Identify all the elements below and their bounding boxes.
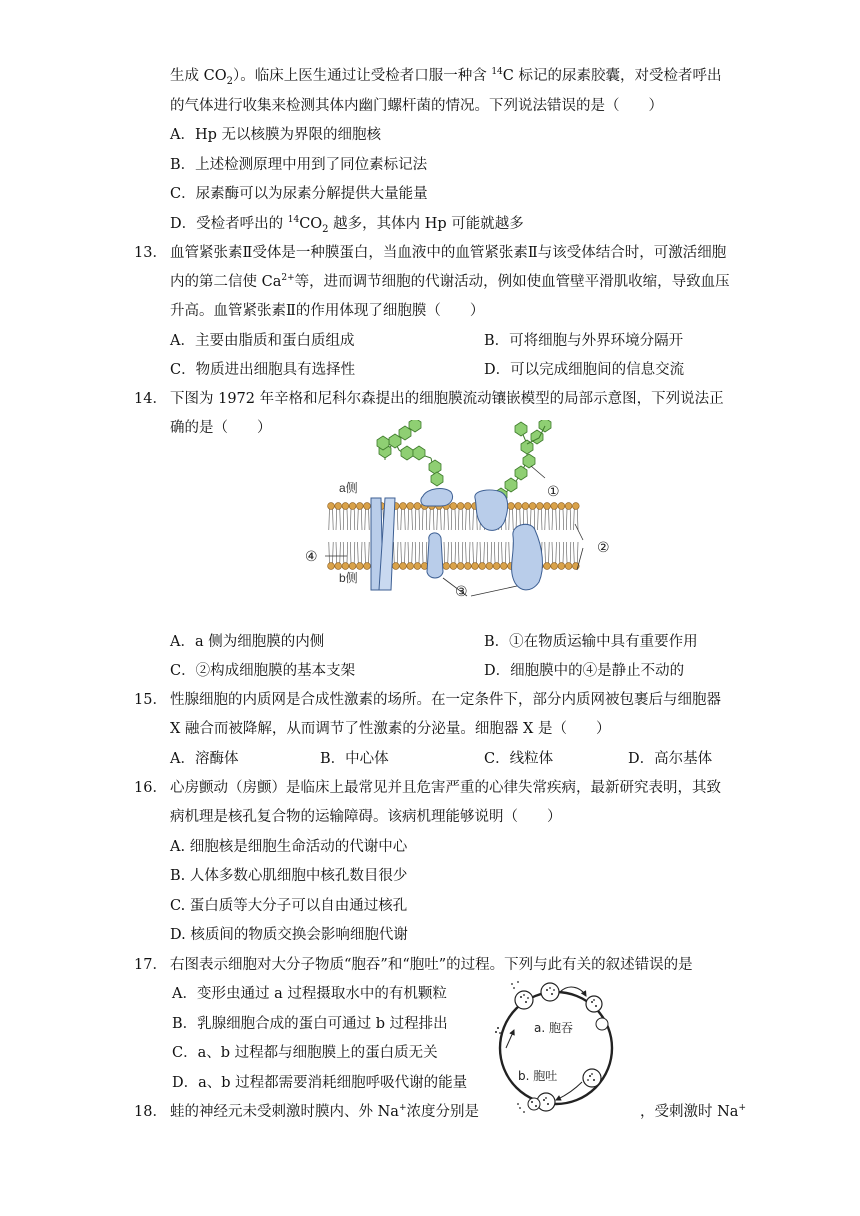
phospholipid-head bbox=[342, 503, 349, 510]
phospholipid-head bbox=[572, 503, 579, 510]
phospholipid-head bbox=[500, 563, 507, 570]
q15-option-b: B．中心体 bbox=[320, 751, 389, 767]
phospholipid-head bbox=[364, 563, 371, 570]
q18-text-c: ，受刺激时 Na bbox=[640, 1104, 739, 1120]
q14-option-c: C．②构成细胞膜的基本支架 bbox=[170, 663, 356, 679]
q18-number: 18． bbox=[134, 1104, 167, 1120]
phospholipid-head bbox=[551, 503, 558, 510]
q12-line2: 的气体进行收集来检测其体内幽门螺杆菌的情况。下列说法错误的是（ ） bbox=[170, 98, 663, 114]
phospholipid-head bbox=[356, 503, 363, 510]
q12-line1-text-c: C 标记的尿素胶囊，对受检者呼出 bbox=[502, 68, 722, 84]
q12-isotope-superscript: 14 bbox=[491, 67, 503, 78]
q12-optd-text-a: D．受检者呼出的 bbox=[170, 216, 288, 232]
q15-line2: X 融合而被降解，从而调节了性激素的分泌量。细胞器 X 是（ ） bbox=[170, 721, 611, 737]
phospholipid-head bbox=[565, 563, 572, 570]
q12-option-a: A．Hp 无以核膜为界限的细胞核 bbox=[170, 127, 382, 143]
q18-text-a: 蛙的神经元未受刺激时膜内、外 Na bbox=[170, 1104, 399, 1120]
q16-line1: 心房颤动（房颤）是临床上最常见并且危害严重的心律失常疾病，最新研究表明，其致 bbox=[170, 780, 721, 796]
phospholipid-head bbox=[515, 503, 522, 510]
phospholipid-head bbox=[551, 563, 558, 570]
fluid-mosaic-membrane-figure bbox=[295, 420, 625, 598]
q12-option-c: C．尿素酶可以为尿素分解提供大量能量 bbox=[170, 186, 428, 202]
q15-number: 15． bbox=[134, 692, 167, 708]
q12-option-d bbox=[170, 214, 524, 234]
q16-option-c: C. 蛋白质等大分子可以自由通过核孔 bbox=[170, 898, 408, 914]
q15-option-d: D．高尔基体 bbox=[628, 751, 713, 767]
phospholipid-head bbox=[407, 503, 414, 510]
glycoprotein-sugar-chain-right bbox=[495, 420, 551, 502]
q13-line3: 升高。血管紧张素Ⅱ的作用体现了细胞膜（ ） bbox=[170, 303, 485, 319]
q12-optd-subscript: 2 bbox=[322, 223, 329, 235]
q18-sodium-superscript: + bbox=[398, 1103, 407, 1114]
phospholipid-head bbox=[450, 563, 457, 570]
phospholipid-head bbox=[508, 503, 515, 510]
q13-option-d: D．可以完成细胞间的信息交流 bbox=[484, 362, 685, 378]
phospholipid-head bbox=[400, 563, 407, 570]
q17-option-c: C．a、b 过程都与细胞膜上的蛋白质无关 bbox=[172, 1045, 438, 1061]
phospholipid-head bbox=[349, 503, 356, 510]
phospholipid-head bbox=[558, 563, 565, 570]
phospholipid-head bbox=[407, 563, 414, 570]
q12-option-b: B．上述检测原理中用到了同位素标记法 bbox=[170, 157, 428, 173]
q13-line2 bbox=[170, 272, 730, 292]
phospholipid-head bbox=[479, 563, 486, 570]
q16-option-d: D. 核质间的物质交换会影响细胞代谢 bbox=[170, 927, 408, 943]
phospholipid-head bbox=[414, 563, 421, 570]
phospholipid-head bbox=[529, 503, 536, 510]
q18-text-b: 浓度分别是 bbox=[406, 1104, 479, 1120]
q12-optd-text-c: 越多，其体内 Hp 可能就越多 bbox=[328, 216, 524, 232]
figure-label-3: ③ bbox=[455, 584, 468, 598]
q13-calcium-superscript: 2+ bbox=[281, 273, 295, 284]
figure-leader-lines bbox=[325, 466, 583, 596]
phospholipid-head bbox=[536, 503, 543, 510]
phospholipid-head bbox=[443, 563, 450, 570]
phospholipid-head bbox=[522, 503, 529, 510]
q12-line1-text-b: ）。临床上医生通过让受检者口服一种含 bbox=[232, 68, 492, 84]
phospholipid-head bbox=[457, 563, 464, 570]
q15-option-c: C．线粒体 bbox=[484, 751, 554, 767]
figure-label-1: ① bbox=[547, 484, 560, 500]
phospholipid-head bbox=[464, 563, 471, 570]
q14-line1: 下图为 1972 年辛格和尼科尔森提出的细胞膜流动镶嵌模型的局部示意图，下列说法正 bbox=[170, 391, 724, 407]
phospholipid-head bbox=[464, 503, 471, 510]
phospholipid-head bbox=[457, 503, 464, 510]
phospholipid-head bbox=[486, 563, 493, 570]
side-b-label: b侧 bbox=[339, 571, 358, 585]
label-exocytosis: b. 胞吐 bbox=[518, 1069, 558, 1083]
phospholipid-head bbox=[414, 503, 421, 510]
q17-line1: 右图表示细胞对大分子物质“胞吞”和“胞吐”的过程。下列与此有关的叙述错误的是 bbox=[170, 957, 693, 973]
glycoprotein-sugar-chain-left bbox=[377, 420, 443, 486]
figure-label-2: ② bbox=[597, 540, 610, 556]
q16-option-b: B. 人体多数心肌细胞中核孔数目很少 bbox=[170, 868, 408, 884]
q16-number: 16． bbox=[134, 780, 167, 796]
q13-option-c: C．物质进出细胞具有选择性 bbox=[170, 362, 356, 378]
q16-line2: 病机理是核孔复合物的运输障碍。该病机理能够说明（ ） bbox=[170, 809, 562, 825]
phospholipid-head bbox=[544, 503, 551, 510]
q17-option-d: D．a、b 过程都需要消耗细胞呼吸代谢的能量 bbox=[172, 1075, 468, 1091]
phospholipid-head bbox=[328, 563, 335, 570]
phospholipid-head bbox=[565, 503, 572, 510]
q15-line1: 性腺细胞的内质网是合成性激素的场所。在一定条件下，部分内质网被包裹后与细胞器 bbox=[170, 692, 721, 708]
q12-co2-subscript: 2 bbox=[226, 75, 233, 87]
figure-label-4: ④ bbox=[305, 549, 318, 565]
phospholipid-head bbox=[472, 563, 479, 570]
q15-option-a: A．溶酶体 bbox=[170, 751, 239, 767]
q14-line2: 确的是（ ） bbox=[170, 420, 272, 436]
q18-line1-end bbox=[640, 1102, 746, 1122]
endocytosis-exocytosis-figure bbox=[484, 978, 624, 1118]
phospholipid-head bbox=[335, 563, 342, 570]
phospholipid-head bbox=[349, 563, 356, 570]
q16-option-a: A. 细胞核是细胞生命活动的代谢中心 bbox=[170, 839, 408, 855]
q12-optd-text-b: CO bbox=[299, 216, 323, 232]
phospholipid-head bbox=[342, 563, 349, 570]
q13-option-a: A．主要由脂质和蛋白质组成 bbox=[170, 333, 355, 349]
q12-line1-text-a: 生成 CO bbox=[170, 68, 227, 84]
q17-option-a: A．变形虫通过 a 过程摄取水中的有机颗粒 bbox=[172, 986, 447, 1002]
phospholipid-head bbox=[544, 563, 551, 570]
q13-line2-text-b: 等，进而调节细胞的代谢活动，例如使血管壁平滑肌收缩，导致血压 bbox=[294, 274, 730, 290]
phospholipid-head bbox=[356, 563, 363, 570]
phospholipid-head bbox=[335, 503, 342, 510]
phospholipid-head bbox=[328, 503, 335, 510]
q14-option-b: B．①在物质运输中具有重要作用 bbox=[484, 634, 698, 650]
q18-sodium-superscript-2: + bbox=[738, 1103, 746, 1114]
phospholipid-head bbox=[558, 503, 565, 510]
q13-line2-text-a: 内的第二信使 Ca bbox=[170, 274, 282, 290]
phospholipid-head bbox=[364, 503, 371, 510]
phospholipid-head bbox=[493, 563, 500, 570]
phospholipid-head bbox=[400, 503, 407, 510]
q17-option-b: B．乳腺细胞合成的蛋白可通过 b 过程排出 bbox=[172, 1016, 448, 1032]
label-endocytosis: a. 胞吞 bbox=[534, 1021, 573, 1035]
q17-number: 17． bbox=[134, 957, 167, 973]
q18-line1 bbox=[170, 1102, 479, 1122]
q14-option-a: A．a 侧为细胞膜的内侧 bbox=[170, 634, 325, 650]
q14-number: 14． bbox=[134, 391, 167, 407]
side-a-label: a侧 bbox=[339, 481, 358, 495]
q12-optd-superscript: 14 bbox=[287, 215, 300, 226]
q13-line1: 血管紧张素Ⅱ受体是一种膜蛋白，当血液中的血管紧张素Ⅱ与该受体结合时，可激活细胞 bbox=[170, 245, 727, 261]
phospholipid-head bbox=[392, 563, 399, 570]
phospholipid-head bbox=[450, 503, 457, 510]
q12-line1 bbox=[170, 66, 721, 86]
q14-option-d: D．细胞膜中的④是静止不动的 bbox=[484, 663, 685, 679]
q13-option-b: B．可将细胞与外界环境分隔开 bbox=[484, 333, 684, 349]
q13-number: 13． bbox=[134, 245, 167, 261]
